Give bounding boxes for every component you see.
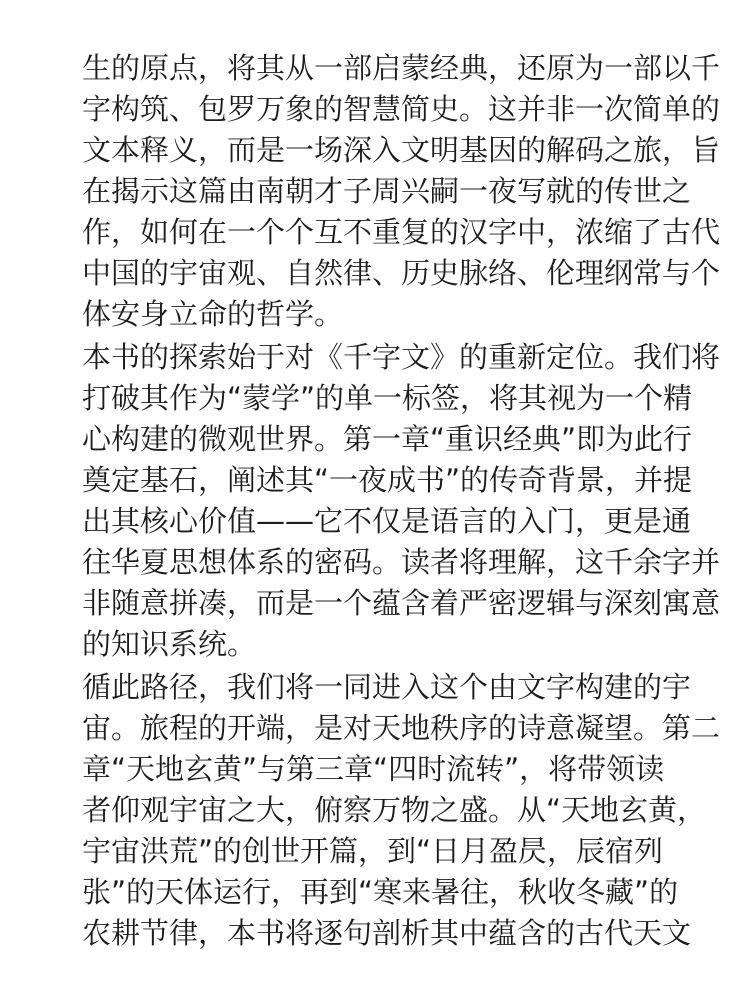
paragraph-line: 中国的宇宙观、自然律、历史脉络、伦理纲常与个 [82,256,721,290]
paragraph-line: 章“天地玄黄”与第三章“四时流转”，将带领读 [82,752,665,786]
paragraph-line: 宙。旅程的开端，是对天地秩序的诗意凝望。第二 [82,711,721,745]
paragraph-line: 出其核心价值——它不仅是语言的入门，更是通 [82,504,692,538]
paragraph-line: 宇宙洪荒”的创世开篇，到“日月盈昃，辰宿列 [82,834,664,868]
paragraph-line: 作，如何在一个个互不重复的汉字中，浓缩了古代 [82,215,721,249]
paragraph-line: 在揭示这篇由南朝才子周兴嗣一夜写就的传世之 [82,174,692,208]
paragraph-line: 张”的天体运行，再到“寒来暑往，秋收冬藏”的 [82,875,679,909]
paragraph-line: 本书的探索始于对《千字文》的重新定位。我们将 [82,340,721,374]
paragraph-line: 心构建的微观世界。第一章“重识经典”即为此行 [82,422,693,456]
paragraph-line: 奠定基石，阐述其“一夜成书”的传奇背景，并提 [82,463,693,497]
paragraph-line: 循此路径，我们将一同进入这个由文字构建的宇 [82,670,692,704]
paragraph-line: 体安身立命的哲学。 [82,297,344,331]
paragraph-line: 往华夏思想体系的密码。读者将理解，这千余字并 [82,545,721,579]
paragraph-line: 农耕节律，本书将逐句剖析其中蕴含的古代天文 [82,916,692,950]
paragraph-line: 打破其作为“蒙学”的单一标签，将其视为一个精 [82,381,693,415]
paragraph-line: 文本释义，而是一场深入文明基因的解码之旅，旨 [82,133,721,167]
paragraph-line: 的知识系统。 [82,627,257,661]
paragraph-line: 非随意拼凑，而是一个蕴含着严密逻辑与深刻寓意 [82,586,721,620]
paragraph-line: 字构筑、包罗万象的智慧简史。这并非一次简单的 [82,92,721,126]
paragraph-line: 者仰观宇宙之大，俯察万物之盛。从“天地玄黄， [82,793,707,827]
paragraph-line: 生的原点，将其从一部启蒙经典，还原为一部以千 [82,51,721,85]
